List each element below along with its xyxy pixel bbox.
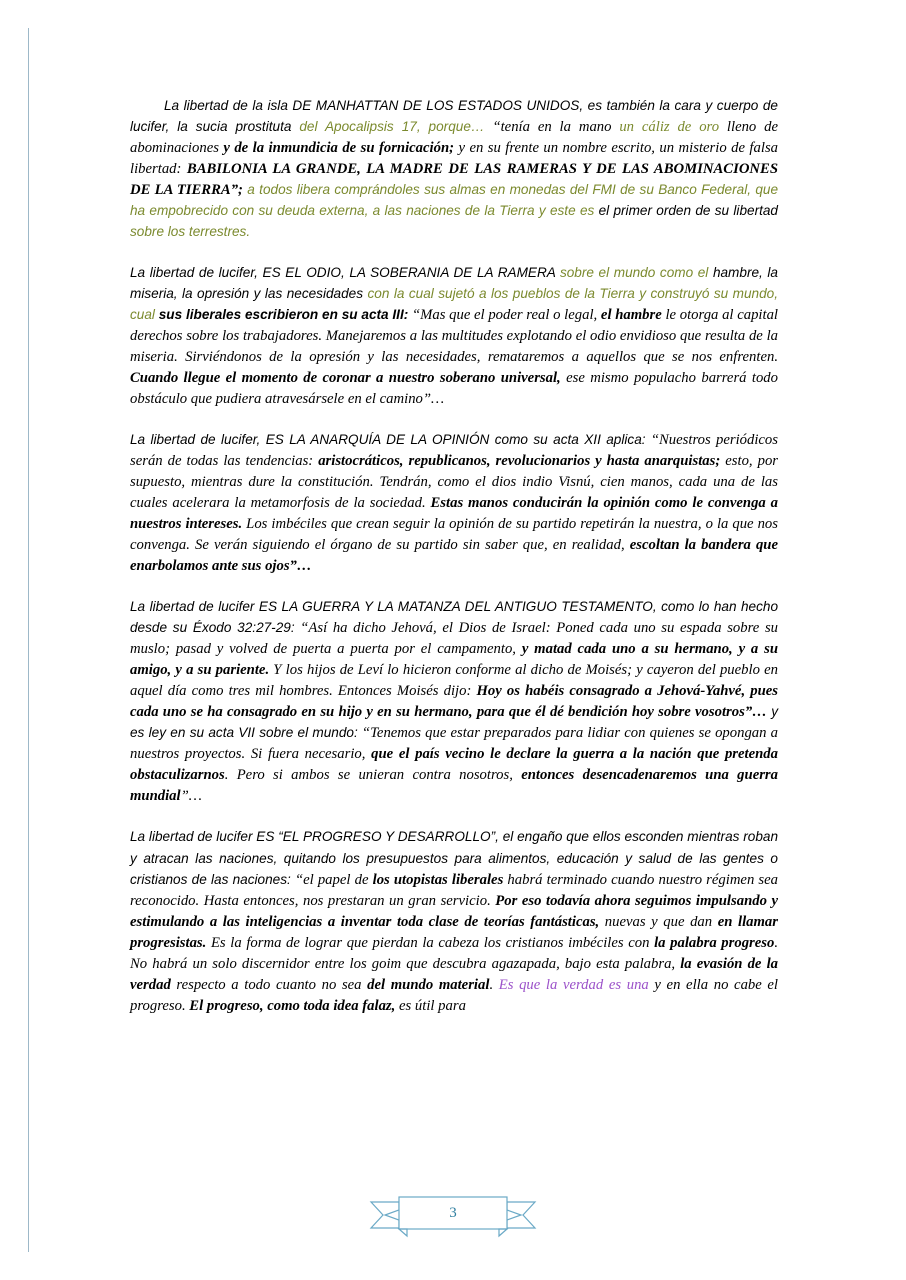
text-run: los utopistas liberales <box>372 871 504 888</box>
text-run: con la cual sujetó a los pueblos de la Tierra y construyó su mundo, cual <box>130 286 778 323</box>
text-run: Es que la verdad es una <box>498 976 649 993</box>
text-run: . Pero si ambos se unieran contra nosotros, <box>224 767 522 784</box>
text-run: La libertad de lucifer ES LA GUERRA Y LA MATANZA DEL ANTIGUO TESTAMENTO, como lo han hecho desde su Éxodo 32:27-29: <box>130 599 778 636</box>
text-run: ”… <box>180 788 202 805</box>
text-run: ese mismo populacho barrerá todo obstáculo que pudiera atravesársele en el camino”… <box>130 370 778 408</box>
text-run: sobre los terrestres. <box>130 224 251 240</box>
text-run: Estas manos conducirán la opinión como le convenga a nuestros intereses. <box>130 495 778 533</box>
text-run: La libertad de la isla <box>164 98 293 113</box>
paragraph-spacer <box>130 807 778 827</box>
document-body <box>130 96 778 1017</box>
text-run: la palabra progreso <box>654 934 775 951</box>
text-run: el primer orden de su libertad <box>598 203 778 219</box>
text-run: . <box>489 976 499 993</box>
text-run: “Tenemos que estar preparados para lidiar con quienes se opongan a nuestros proyectos. Si fuera necesario, <box>130 725 778 763</box>
text-run: del mundo material <box>367 976 490 993</box>
text-run: un cáliz de oro <box>619 119 727 136</box>
text-run: Los imbéciles que crean seguir la opinión de su partido repetirán la nuestra, o la que nos convenga. Se verán siguiendo el órgano de su partido sin saber que, en realidad, <box>130 516 778 554</box>
text-run: respecto a todo cuanto no sea <box>170 976 368 993</box>
text-run: La libertad de lucifer, ES EL ODIO, LA SOBERANIA DE LA RAMERA <box>130 265 560 281</box>
text-run: Cuando llegue el momento de coronar a nuestro soberano universal, <box>130 370 561 387</box>
text-run: , es también la cara y cuerpo de lucifer, la sucia prostituta <box>130 98 778 135</box>
paragraph-2 <box>130 263 778 410</box>
paragraph-5 <box>130 827 778 1016</box>
text-run: es útil para <box>395 997 466 1014</box>
text-run: “Así ha dicho Jehová, el Dios de Israel: Poned cada uno su espada sobre su muslo; pasad y volved de puerta a puerta por el campamento, <box>130 620 779 658</box>
text-run: “tenía en la mano <box>492 119 620 136</box>
text-run: y es ley en su acta VII sobre el mundo: <box>130 704 779 741</box>
text-run: Es la forma de lograr que pierdan la cabeza los cristianos imbéciles con <box>206 934 655 951</box>
text-run: entonces desencadenaremos una guerra mundial <box>130 767 778 805</box>
text-run: sus liberales escribieron en su acta III: <box>158 307 409 323</box>
paragraph-3 <box>130 430 778 577</box>
text-run: “el papel de <box>290 871 373 888</box>
paragraph-spacer <box>130 243 778 263</box>
paragraph-4 <box>130 597 778 807</box>
page-left-rule <box>28 28 29 1252</box>
text-run: y en ella no cabe el progreso. <box>130 976 779 1014</box>
text-run: aristocráticos, republicanos, revolucionarios y hasta anarquistas; <box>318 453 721 470</box>
text-run: escoltan la bandera que enarbolamos ante sus ojos”… <box>130 537 778 575</box>
text-run: la evasión de la verdad <box>130 955 779 993</box>
text-run: hambre, la miseria, la opresión y las necesidades <box>130 265 778 302</box>
text-run: el hambre <box>600 307 662 324</box>
text-run: en llamar progresistas. <box>130 913 778 951</box>
paragraph-spacer <box>130 577 778 597</box>
text-run: y en su frente un nombre escrito, un misterio de falsa libertad: <box>130 140 779 178</box>
text-run: . No habrá un solo discernidor entre los goim que descubra agazapada, bajo esta palabra, <box>130 934 779 972</box>
text-run: BABILONIA LA GRANDE, LA MADRE DE LAS RAMERAS Y DE LAS ABOMINACIONES DE LA TIERRA”; <box>130 161 778 199</box>
text-run: Hoy os habéis consagrado a Jehová-Yahvé, pues cada uno se ha consagrado en su hijo y en su hermano, para que él dé bendición hoy sobre vosotros”… <box>130 683 778 721</box>
text-run: Y los hijos de Leví lo hicieron conforme al dicho de Moisés; y cayeron del pueblo en aquel día como tres mil hombres. Entonces Moisés dijo: <box>130 662 778 700</box>
page-footer <box>0 1182 906 1238</box>
text-run: le otorga al capital derechos sobre los trabajadores. Manejaremos a las multitudes explotando el odio envidioso que resulta de la miseria. Sirviéndonos de la opresión y las necesidades, remataremos a aquellos que se nos enfrenten. <box>130 307 778 366</box>
text-run: La libertad de lucifer, ES LA ANARQUÍA DE LA OPINIÓN como su acta XII aplica: <box>130 432 646 448</box>
text-run: “Nuestros periódicos serán de todas las tendencias: <box>130 432 778 470</box>
text-run: y de la inmundicia de su fornicación; <box>223 140 455 157</box>
text-run: DE MANHATTAN DE LOS ESTADOS UNIDOS <box>292 98 580 113</box>
text-run: nuevas y que dan <box>599 913 718 930</box>
text-run: esto, por supuesto, mientras dure la constitución. Tendrán, como el dios indio Visnú, cien manos, cada una de las cuales acelerara la metamorfosis de la sociedad. <box>130 453 779 512</box>
text-run: a todos libera comprándoles sus almas en monedas del FMI de su Banco Federal, que ha empobrecido con su deuda externa, a las naciones de la Tierra y este es <box>130 182 779 219</box>
text-run: sobre el mundo como el <box>559 265 713 281</box>
text-run: “Mas que el poder real o legal, <box>408 307 601 324</box>
page-number: 3 <box>449 1205 457 1221</box>
text-run: Por eso todavía ahora seguimos impulsando y estimulando a las inteligencias a inventar toda clase de teorías fantásticas, <box>130 892 778 930</box>
text-run: El progreso, como toda idea falaz, <box>189 997 396 1014</box>
text-run: La libertad de lucifer ES “EL PROGRESO Y DESARROLLO”, el engaño que ellos esconden mientras roban y atracan las naciones, quitando los presupuestos para alimentos, educación y salud de las gentes o cristianos de las naciones: <box>130 829 778 887</box>
paragraph-1 <box>130 96 778 243</box>
text-run: que el país vecino le declare la guerra a la nación que pretenda obstaculizarnos <box>130 746 778 784</box>
text-run: y matad cada uno a su hermano, y a su amigo, y a su pariente. <box>130 641 779 679</box>
text-run: del Apocalipsis 17, porque… <box>299 119 493 135</box>
text-run: lleno de abominaciones <box>130 119 778 157</box>
paragraph-spacer <box>130 410 778 430</box>
text-run: habrá terminado cuando nuestro régimen sea reconocido. Hasta entonces, nos prestaran un gran servicio. <box>130 871 779 909</box>
